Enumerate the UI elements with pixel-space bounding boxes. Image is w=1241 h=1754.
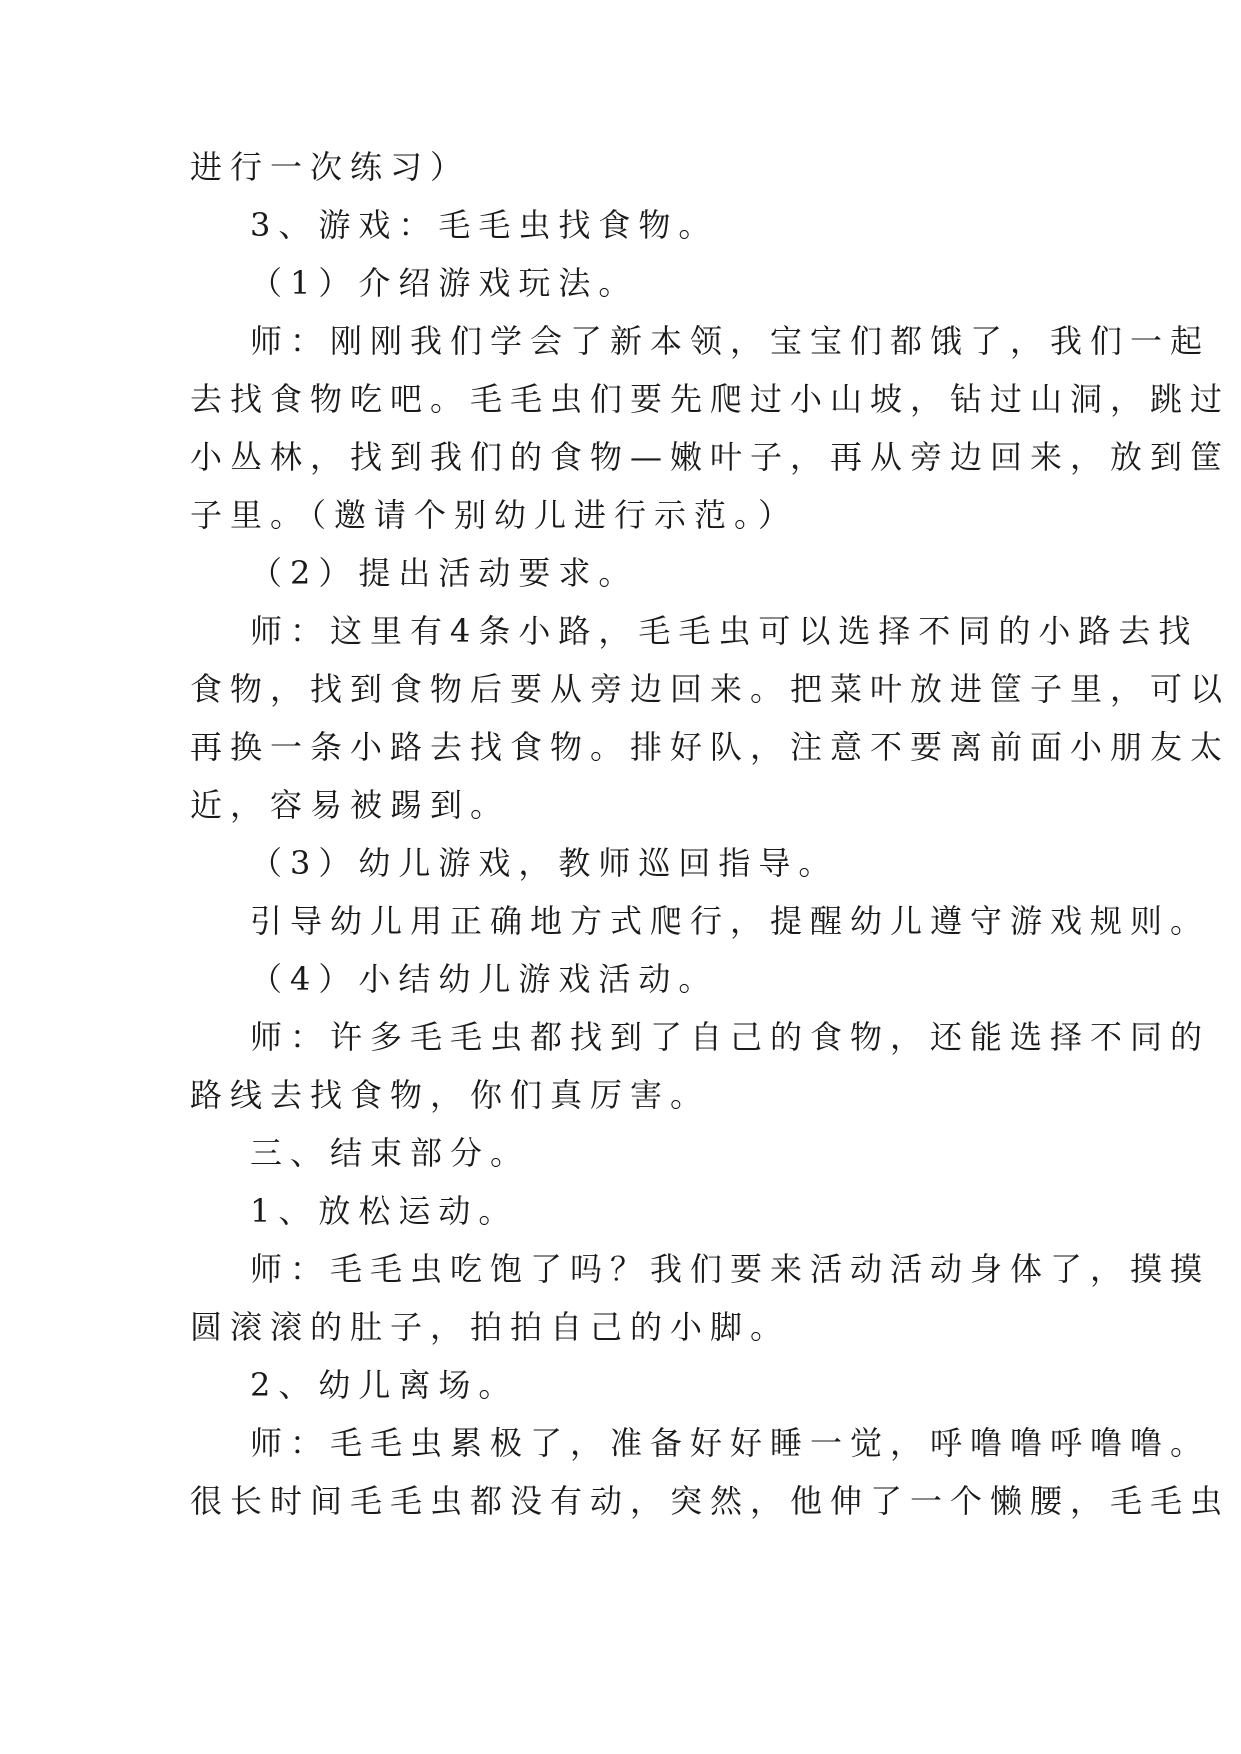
text-line: 子里。（邀请个别幼儿进行示范。） xyxy=(190,496,799,534)
text-line: 路线去找食物，你们真厉害。 xyxy=(190,1076,711,1114)
text-line: 师：毛毛虫累极了，准备好好睡一觉，呼噜噜呼噜噜。 xyxy=(250,1424,1211,1462)
text-line: 近，容易被踢到。 xyxy=(190,786,511,824)
section-heading: 3、游戏：毛毛虫找食物。 xyxy=(250,206,719,244)
section-heading: 2、幼儿离场。 xyxy=(250,1366,519,1404)
section-heading: 1、放松运动。 xyxy=(250,1192,519,1230)
text-line: 去找食物吃吧。毛毛虫们要先爬过小山坡，钻过山洞，跳过 xyxy=(190,380,1231,418)
text-line: 再换一条小路去找食物。排好队，注意不要离前面小朋友太 xyxy=(190,728,1231,766)
text-line: 师：刚刚我们学会了新本领，宝宝们都饿了，我们一起 xyxy=(250,322,1211,360)
subsection-heading: （4）小结幼儿游戏活动。 xyxy=(250,960,719,998)
text-line: 师：许多毛毛虫都找到了自己的食物，还能选择不同的 xyxy=(250,1018,1211,1056)
section-heading: 三、结束部分。 xyxy=(250,1134,531,1172)
text-line: 进行一次练习） xyxy=(190,148,471,186)
text-line: 师：这里有4条小路，毛毛虫可以选择不同的小路去找 xyxy=(250,612,1199,650)
text-line: 师：毛毛虫吃饱了吗？我们要来活动活动身体了，摸摸 xyxy=(250,1250,1211,1288)
text-line: 很长时间毛毛虫都没有动，突然，他伸了一个懒腰，毛毛虫 xyxy=(190,1482,1231,1520)
subsection-heading: （2）提出活动要求。 xyxy=(250,554,639,592)
text-line: 引导幼儿用正确地方式爬行，提醒幼儿遵守游戏规则。 xyxy=(250,902,1211,940)
text-line: 圆滚滚的肚子，拍拍自己的小脚。 xyxy=(190,1308,791,1346)
text-line: 食物，找到食物后要从旁边回来。把菜叶放进筐子里，可以 xyxy=(190,670,1231,708)
text-line: 小丛林，找到我们的食物—嫩叶子，再从旁边回来，放到筐 xyxy=(190,438,1231,476)
subsection-heading: （3）幼儿游戏，教师巡回指导。 xyxy=(250,844,839,882)
subsection-heading: （1）介绍游戏玩法。 xyxy=(250,264,639,302)
